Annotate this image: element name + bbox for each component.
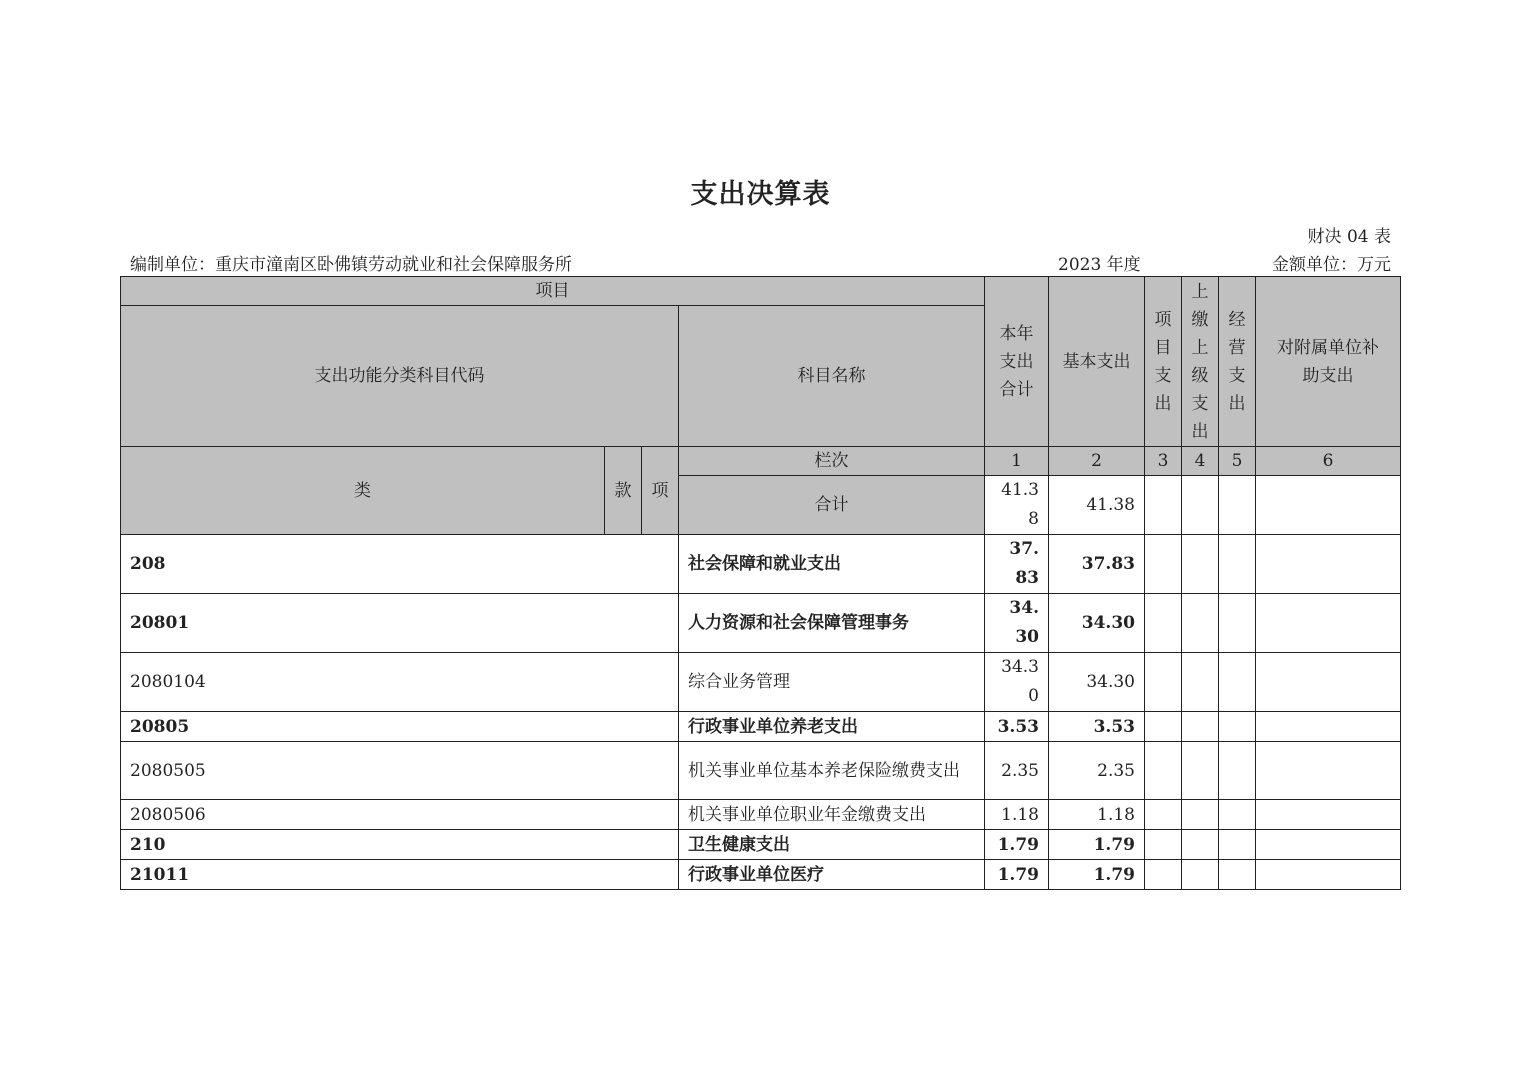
row-basic: 1.79 — [1049, 860, 1145, 890]
row-basic: 2.35 — [1049, 742, 1145, 800]
row-name: 行政事业单位养老支出 — [679, 712, 985, 742]
row-code: 208 — [121, 535, 679, 594]
page-title: 支出决算表 — [690, 179, 831, 210]
header-upper: 上缴上级支出 — [1182, 277, 1219, 447]
col-number-5: 5 — [1219, 447, 1256, 476]
col-number-3: 3 — [1145, 447, 1182, 476]
row-code: 2080506 — [121, 800, 679, 830]
header-kuan: 款 — [605, 447, 642, 535]
row-total: 34.30 — [985, 594, 1049, 653]
row-name: 综合业务管理 — [679, 653, 985, 712]
table-row — [121, 653, 1401, 712]
header-project: 项目支出 — [1145, 277, 1182, 447]
row-basic: 3.53 — [1049, 712, 1145, 742]
table-row — [121, 742, 1401, 800]
header-xiang: 项 — [642, 447, 679, 535]
header-total: 本年支出合计 — [985, 277, 1049, 447]
row-code: 2080505 — [121, 742, 679, 800]
row-name: 社会保障和就业支出 — [679, 535, 985, 594]
reporting-unit: 编制单位：重庆市潼南区卧佛镇劳动就业和社会保障服务所 — [130, 255, 572, 275]
row-code: 20801 — [121, 594, 679, 653]
row-basic: 34.30 — [1049, 653, 1145, 712]
col-number-6: 6 — [1256, 447, 1401, 476]
header-lei: 类 — [121, 447, 605, 535]
row-code: 20805 — [121, 712, 679, 742]
header-func-code: 支出功能分类科目代码 — [121, 306, 679, 447]
row-name: 机关事业单位职业年金缴费支出 — [679, 800, 985, 830]
header-item: 项目 — [121, 277, 985, 306]
heji-basic: 41.38 — [1049, 476, 1145, 535]
row-total: 34.30 — [985, 653, 1049, 712]
table-row — [121, 712, 1401, 742]
header-heji: 合计 — [679, 476, 985, 535]
row-basic: 34.30 — [1049, 594, 1145, 653]
col-number-2: 2 — [1049, 447, 1145, 476]
row-total: 37.83 — [985, 535, 1049, 594]
heji-total: 41.38 — [985, 476, 1049, 535]
row-total: 1.18 — [985, 800, 1049, 830]
fiscal-year: 2023 年度 — [1058, 255, 1141, 275]
col-number-1: 1 — [985, 447, 1049, 476]
table-row — [121, 830, 1401, 860]
table-row — [121, 594, 1401, 653]
row-name: 人力资源和社会保障管理事务 — [679, 594, 985, 653]
row-basic: 37.83 — [1049, 535, 1145, 594]
header-lanci: 栏次 — [679, 447, 985, 476]
row-name: 卫生健康支出 — [679, 830, 985, 860]
header-business: 经营支出 — [1219, 277, 1256, 447]
form-number: 财决 04 表 — [1307, 227, 1391, 247]
row-total: 3.53 — [985, 712, 1049, 742]
table-row — [121, 860, 1401, 890]
row-total: 1.79 — [985, 830, 1049, 860]
row-total: 1.79 — [985, 860, 1049, 890]
row-name: 行政事业单位医疗 — [679, 860, 985, 890]
money-unit: 金额单位：万元 — [1272, 255, 1391, 275]
table-row — [121, 535, 1401, 594]
row-code: 2080104 — [121, 653, 679, 712]
row-code: 21011 — [121, 860, 679, 890]
row-name: 机关事业单位基本养老保险缴费支出 — [679, 742, 985, 800]
header-basic: 基本支出 — [1049, 277, 1145, 447]
expenditure-table — [120, 276, 1401, 890]
row-code: 210 — [121, 830, 679, 860]
row-basic: 1.79 — [1049, 830, 1145, 860]
col-number-4: 4 — [1182, 447, 1219, 476]
table-row — [121, 800, 1401, 830]
row-total: 2.35 — [985, 742, 1049, 800]
row-basic: 1.18 — [1049, 800, 1145, 830]
header-subject-name: 科目名称 — [679, 306, 985, 447]
header-subsidy: 对附属单位补助支出 — [1256, 277, 1401, 447]
